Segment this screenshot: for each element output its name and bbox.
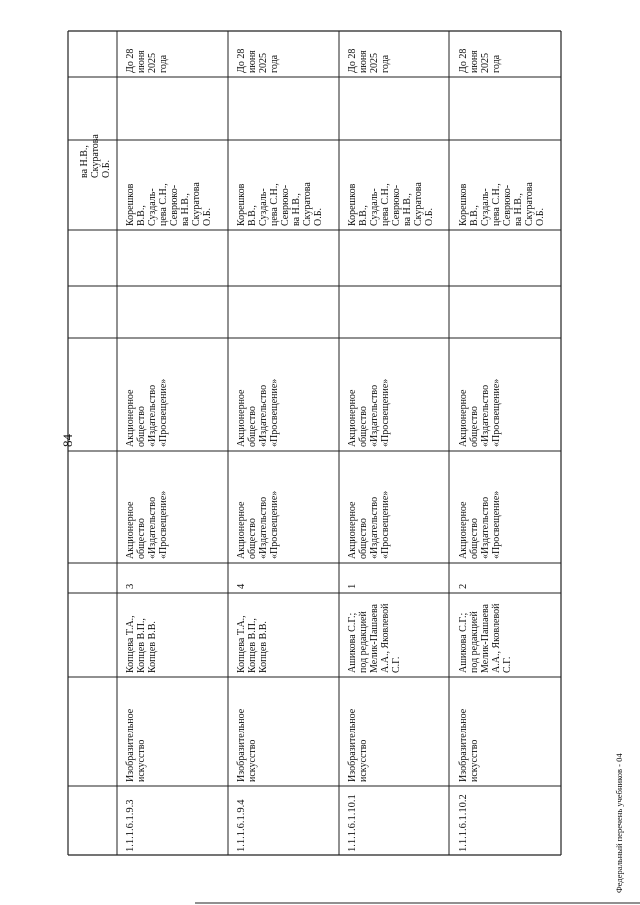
authors-continuation: ва Н.В., Скуратова О.Б.	[79, 134, 112, 178]
authors-cell: Копцева Т.А., Копцев В.П., Копцев В.В.	[125, 615, 158, 673]
subject-cell: Изобразительное искусство	[458, 708, 480, 782]
deadline-cell: До 28 июня 2025 года	[125, 48, 169, 73]
publisher2-cell: Акционерное общество «Издательство «Просвещение»	[458, 378, 502, 447]
grade-cell: 2	[458, 583, 469, 589]
grade-cell: 4	[236, 583, 247, 589]
publisher-cell: Акционерное общество «Издательство «Просвещение»	[236, 490, 280, 559]
editors-cell: Корешков В.В., Суздаль- цева С.Н., Севрюко- ва Н.В., Скуратова О.Б.	[125, 182, 213, 226]
page-number: 84	[60, 434, 75, 447]
publisher-cell: Акционерное общество «Издательство «Просвещение»	[125, 490, 169, 559]
editors-cell: Корешков В.В., Суздаль- цева С.Н., Севрюко- ва Н.В., Скуратова О.Б.	[458, 182, 546, 226]
code-cell: 1.1.1.6.1.9.4	[236, 799, 247, 852]
publisher-cell: Акционерное общество «Издательство «Просвещение»	[458, 490, 502, 559]
code-cell: 1.1.1.6.1.10.2	[458, 794, 469, 852]
deadline-cell: До 28 июня 2025 года	[458, 48, 502, 73]
code-cell: 1.1.1.6.1.9.3	[125, 799, 136, 852]
page-footer: Федеральный перечень учебников - 04	[614, 753, 624, 893]
publisher2-cell: Акционерное общество «Издательство «Просвещение»	[347, 378, 391, 447]
editors-cell: Корешков В.В., Суздаль- цева С.Н., Севрюко- ва Н.В., Скуратова О.Б.	[347, 182, 435, 226]
authors-cell: Копцева Т.А., Копцев В.П., Копцев В.В.	[236, 615, 269, 673]
deadline-cell: До 28 июня 2025 года	[236, 48, 280, 73]
publisher2-cell: Акционерное общество «Издательство «Просвещение»	[236, 378, 280, 447]
code-cell: 1.1.1.6.1.10.1	[347, 794, 358, 852]
subject-cell: Изобразительное искусство	[236, 708, 258, 782]
subject-cell: Изобразительное искусство	[347, 708, 369, 782]
grade-cell: 3	[125, 583, 136, 589]
publisher-cell: Акционерное общество «Издательство «Просвещение»	[347, 490, 391, 559]
deadline-cell: До 28 июня 2025 года	[347, 48, 391, 73]
authors-cell: Ашикова С.Г.; под редакцией Мелик-Пашаева А.А., Яковлевой С.Г.	[458, 603, 513, 673]
subject-cell: Изобразительное искусство	[125, 708, 147, 782]
publisher2-cell: Акционерное общество «Издательство «Просвещение»	[125, 378, 169, 447]
grade-cell: 1	[347, 583, 358, 589]
editors-cell: Корешков В.В., Суздаль- цева С.Н., Севрюко- ва Н.В., Скуратова О.Б.	[236, 182, 324, 226]
authors-cell: Ашикова С.Г.; под редакцией Мелик-Пашаева А.А., Яковлевой С.Г.	[347, 603, 402, 673]
